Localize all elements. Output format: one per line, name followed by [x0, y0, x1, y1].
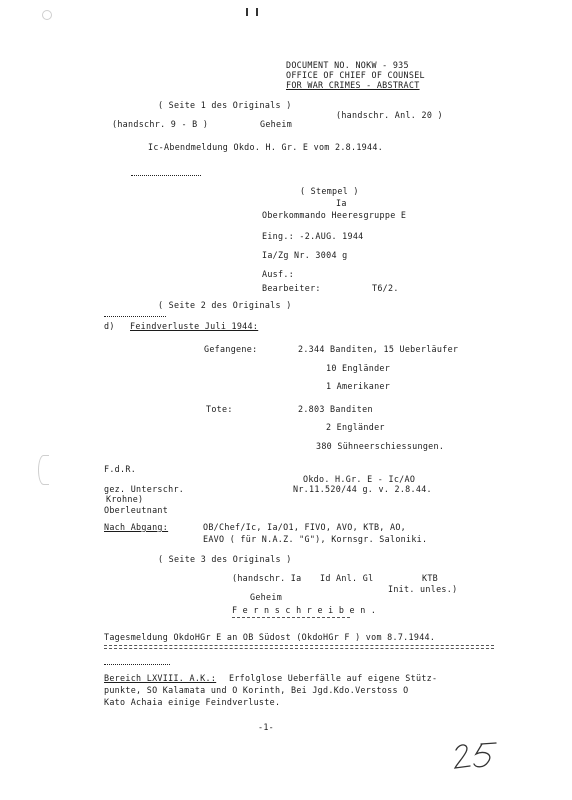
geheim-label-2: Geheim — [250, 592, 283, 602]
double-underline — [232, 617, 350, 618]
seite-2-label: ( Seite 2 des Originals ) — [158, 300, 292, 310]
handwritten-page-number — [452, 740, 504, 770]
tote-label: Tote: — [206, 404, 233, 414]
gez-unterschr: gez. Unterschr. — [104, 484, 185, 494]
rank-label: Oberleutnant — [104, 505, 169, 515]
krohne-name: Krohne) — [106, 494, 144, 504]
okdo-ref: Okdo. H.Gr. E - Ic/AO — [303, 474, 416, 484]
bearbeiter-value: T6/2. — [372, 283, 399, 293]
nach-abgang-line2: EAVO ( für N.A.Z. "G"), Kornsgr. Saloniki. — [203, 534, 428, 544]
dotted-separator — [104, 316, 166, 317]
ausf-line: Ausf.: — [262, 269, 295, 279]
tote-value: 2.803 Banditen — [298, 404, 373, 414]
office-line: OFFICE OF CHIEF OF COUNSEL — [286, 70, 425, 80]
tagesmeldung-line: Tagesmeldung OkdoHGr E an OB Südost (OkdoHGr F ) vom 8.7.1944. — [104, 632, 436, 642]
staple-mark — [246, 8, 248, 16]
staple-mark — [256, 8, 258, 16]
handschr-9b: (handschr. 9 - B ) — [112, 119, 209, 129]
nr-ref: Nr.11.520/44 g. v. 2.8.44. — [293, 484, 432, 494]
stempel-label: ( Stempel ) — [300, 186, 359, 196]
bereich-label: Bereich LXVIII. A.K.: — [104, 673, 217, 683]
bereich-text: Kato Achaia einige Feindverluste. — [104, 697, 281, 707]
document-number: DOCUMENT NO. NOKW - 935 — [286, 60, 409, 70]
punch-hole-top — [42, 10, 52, 20]
fernschreiben-title: F e r n s c h r e i b e n . — [232, 605, 377, 615]
tote-value: 380 Sühneerschiessungen. — [316, 441, 445, 451]
gefangene-value: 1 Amerikaner — [326, 381, 391, 391]
nach-abgang-label: Nach Abgang: — [104, 522, 169, 532]
stempel-ia: Ia — [336, 198, 347, 208]
id-anl: Id Anl. Gl — [320, 573, 374, 583]
init-label: Init. unles.) — [388, 584, 458, 594]
seite-1-label: ( Seite 1 des Originals ) — [158, 100, 292, 110]
bereich-text: punkte, SO Kalamata und O Korinth, Bei Jgd.Kdo.Verstoss O — [104, 685, 409, 695]
feindverluste-heading: Feindverluste Juli 1944: — [130, 321, 259, 331]
eingang-line: Eing.: -2.AUG. 1944 — [262, 231, 364, 241]
dotted-separator — [104, 664, 170, 665]
bearbeiter-label: Bearbeiter: — [262, 283, 321, 293]
double-separator — [104, 645, 494, 646]
geheim-label: Geheim — [260, 119, 293, 129]
oberkommando-line: Oberkommando Heeresgruppe E — [262, 210, 407, 220]
dotted-separator — [131, 175, 201, 176]
abendmeldung-title: Ic-Abendmeldung Okdo. H. Gr. E vom 2.8.1944. — [148, 142, 384, 152]
gefangene-value: 2.344 Banditen, 15 Ueberläufer — [298, 344, 459, 354]
seite-3-label: ( Seite 3 des Originals ) — [158, 554, 292, 564]
handschr-ia: (handschr. Ia — [232, 573, 302, 583]
ia-nr-line: Ia/Zg Nr. 3004 g — [262, 250, 348, 260]
page-number: -1- — [258, 722, 275, 732]
bereich-text: Erfolglose Ueberfälle auf eigene Stütz- — [229, 673, 438, 683]
nach-abgang-line1: OB/Chef/Ic, Ia/O1, FIVO, AVO, KTB, AO, — [203, 522, 407, 532]
section-d: d) — [104, 321, 115, 331]
gefangene-value: 10 Engländer — [326, 363, 391, 373]
gefangene-label: Gefangene: — [204, 344, 258, 354]
war-crimes-line: FOR WAR CRIMES - ABSTRACT — [286, 80, 420, 90]
handschr-anl-20: (handschr. Anl. 20 ) — [336, 110, 443, 120]
fdr-label: F.d.R. — [104, 464, 137, 474]
double-separator — [104, 648, 494, 649]
punch-hole-mid — [38, 455, 49, 485]
tote-value: 2 Engländer — [326, 422, 385, 432]
ktb-label: KTB — [422, 573, 439, 583]
